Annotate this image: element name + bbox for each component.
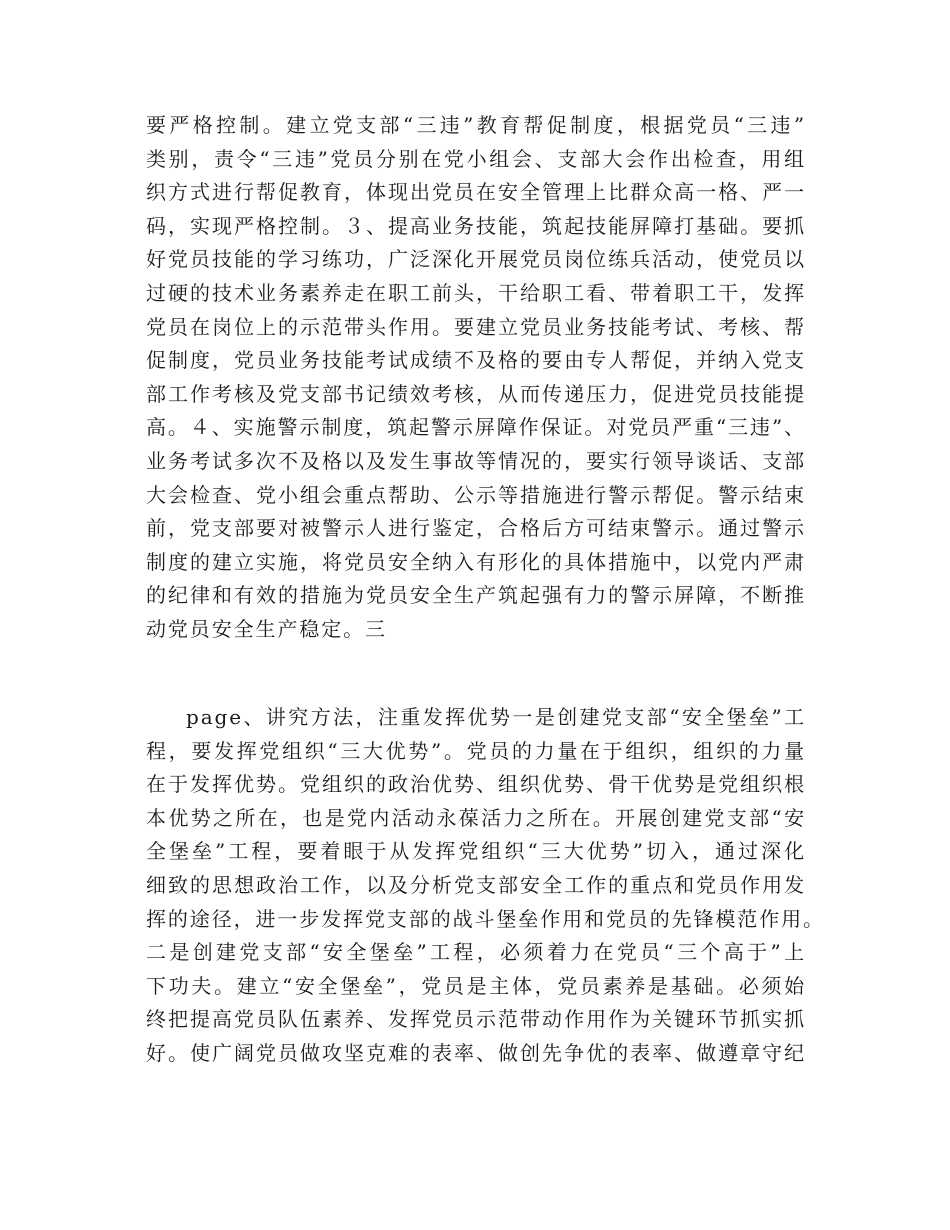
text-line: 前，党支部要对被警示人进行鉴定，合格后方可结束警示。通过警示 (146, 516, 806, 541)
text-line: 业务考试多次不及格以及发生事故等情况的，要实行领导谈话、支部 (146, 448, 806, 473)
paragraph-2 (146, 701, 825, 1071)
text-line: 好。使广阔党员做攻坚克难的表率、做创先争优的表率、做遵章守纪 (146, 1040, 806, 1065)
text-line: 促制度，党员业务技能考试成绩不及格的要由专人帮促，并纳入党支 (146, 348, 806, 373)
text-line: 类别，责令“三违”党员分别在党小组会、支部大会作出检查，用组 (146, 146, 806, 171)
text-line: 二是创建党支部“安全堡垒”工程，必须着力在党员“三个高于”上 (146, 940, 806, 965)
text-line: 党员在岗位上的示范带头作用。要建立党员业务技能考试、考核、帮 (146, 314, 806, 339)
text-line: 大会检查、党小组会重点帮助、公示等措施进行警示帮促。警示结束 (146, 482, 806, 507)
text-line: 高。４、实施警示制度，筑起警示屏障作保证。对党员严重“三违”、 (146, 415, 806, 440)
text-line: 过硬的技术业务素养走在职工前头，干给职工看、带着职工干，发挥 (146, 280, 806, 305)
text-line: 织方式进行帮促教育，体现出党员在安全管理上比群众高一格、严一 (146, 180, 806, 205)
text-line: 好党员技能的学习练功，广泛深化开展党员岗位练兵活动，使党员以 (146, 247, 806, 272)
text-line: 细致的思想政治工作，以及分析党支部安全工作的重点和党员作用发 (146, 872, 806, 897)
text-line: 全堡垒”工程，要着眼于从发挥党组织“三大优势”切入，通过深化 (146, 839, 806, 864)
text-line: 终把提高党员队伍素养、发挥党员示范带动作用作为关键环节抓实抓 (146, 1007, 806, 1032)
text-line: 制度的建立实施，将党员安全纳入有形化的具体措施中，以党内严肃 (146, 549, 806, 574)
text-line: 动党员安全生产稳定。三 (146, 616, 387, 641)
text-line: 部工作考核及党支部书记绩效考核，从而传递压力，促进党员技能提 (146, 381, 806, 406)
text-line: 程，要发挥党组织“三大优势”。党员的力量在于组织，组织的力量 (146, 738, 806, 763)
text-line: 要严格控制。建立党支部“三违”教育帮促制度，根据党员“三违” (146, 113, 806, 137)
text-line: 本优势之所在，也是党内活动永葆活力之所在。开展创建党支部“安 (146, 805, 806, 830)
text-line: page、讲究方法，注重发挥优势一是创建党支部“安全堡垒”工 (186, 705, 806, 729)
text-line: 下功夫。建立“安全堡垒”，党员是主体，党员素养是基础。必须始 (146, 973, 806, 998)
paragraph-1 (146, 109, 806, 647)
text-line: 挥的途径，进一步发挥党支部的战斗堡垒作用和党员的先锋模范作用。 (146, 906, 825, 931)
text-line: 在于发挥优势。党组织的政治优势、组织优势、骨干优势是党组织根 (146, 772, 806, 797)
text-line: 码，实现严格控制。３、提高业务技能，筑起技能屏障打基础。要抓 (146, 213, 806, 238)
text-line: 的纪律和有效的措施为党员安全生产筑起强有力的警示屏障，不断推 (146, 583, 806, 608)
